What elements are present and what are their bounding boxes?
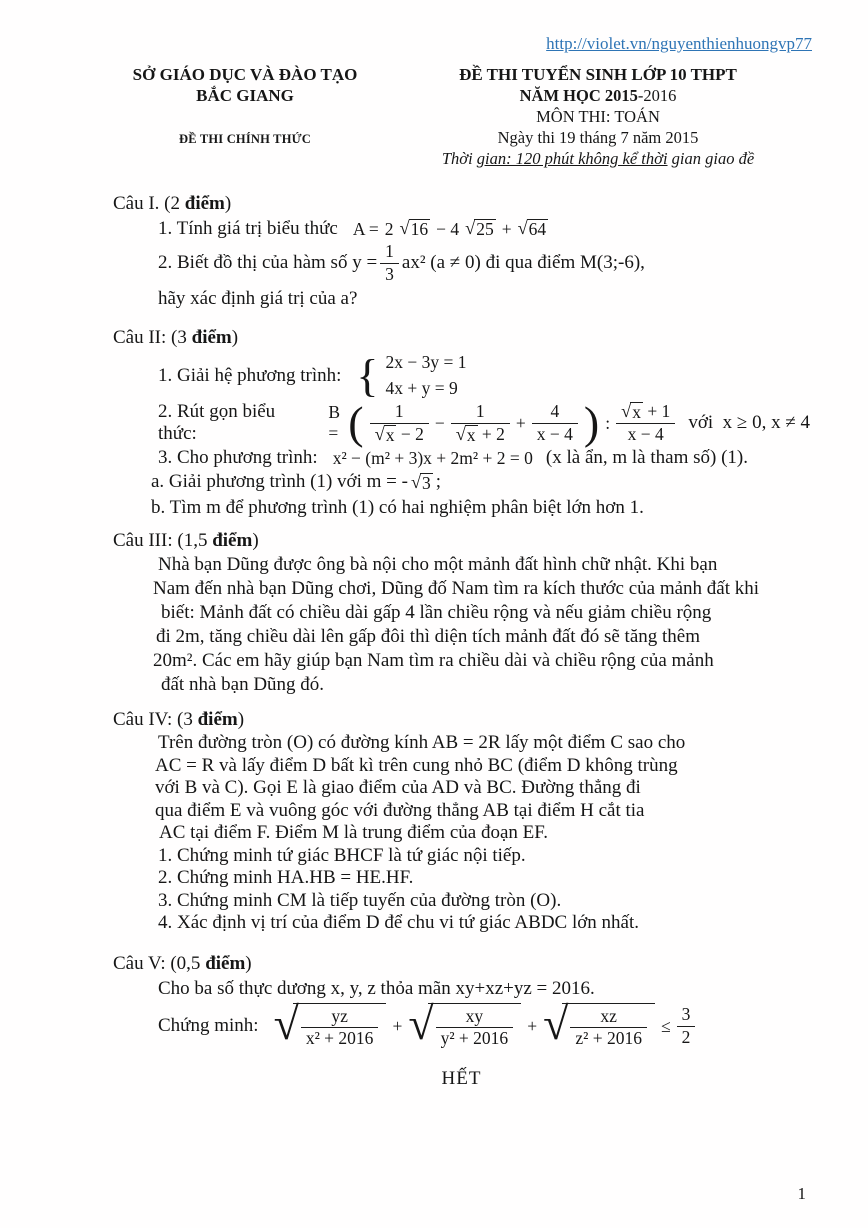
paragraph-line: AC = R và lấy điểm D bất kì trên cung nhỏ BC (điểm D không trùng [155, 754, 678, 776]
fraction-numerator: 1 [370, 402, 429, 424]
exam-body [0, 191, 868, 1090]
division-colon: : [605, 412, 611, 433]
fraction-1 [370, 402, 429, 444]
school-year-line [424, 85, 772, 106]
sqrt-16 [400, 219, 431, 238]
plus-sign: + [392, 1015, 403, 1036]
cau1-item2 [113, 242, 810, 284]
radical-sign: √ [399, 218, 410, 239]
numbered-item: 1. Chứng minh tứ giác BHCF là tứ giác nội tiếp. [158, 844, 526, 866]
denominator-rest: + 2 [477, 423, 505, 444]
radicand [428, 1003, 522, 1050]
cau5-inequality [113, 998, 810, 1050]
cau4-points: điểm [197, 709, 238, 731]
cau2-item1 [113, 349, 810, 401]
cau5-label-prove: Chứng minh: [158, 1015, 259, 1037]
page-number: 1 [797, 1184, 806, 1203]
fraction-denominator [451, 424, 510, 445]
cau3-points: điểm [212, 530, 253, 552]
sqrt-x [456, 425, 478, 444]
paragraph-line: với B và C). Gọi E là giao điểm của AD và BC. Đường thẳng đi [155, 777, 641, 799]
issuer-block [112, 64, 378, 169]
formula-A [350, 219, 551, 240]
numbered-item: 2. Chứng minh HA.HB = HE.HF. [158, 867, 414, 889]
system-eq2: 4x + y = 9 [385, 378, 458, 399]
school-year-bold: NĂM HỌC 2015 [519, 86, 638, 105]
radicand: 3 [422, 472, 431, 493]
formula-A-coef1: 2 [384, 218, 394, 239]
paragraph-line: biết: Mảnh đất có chiều dài gấp 4 lần chiều rộng và nếu giảm chiều rộng [161, 602, 712, 624]
sqrt [411, 473, 433, 492]
fraction-three-halves [677, 1005, 696, 1047]
cau3-label: Câu III: (1,5 [113, 530, 213, 552]
fraction-numerator: xy [436, 1007, 514, 1029]
system-brace: { [356, 349, 379, 401]
paragraph-line: Nhà bạn Dũng được ông bà nội cho một mảnh đất hình chữ nhật. Khi bạn [158, 554, 718, 576]
fraction [301, 1007, 379, 1049]
exam-info-block [424, 64, 772, 169]
cau2-item2-label: 2. Rút gọn biểu thức: [158, 401, 276, 445]
school-year-rest: -2016 [637, 86, 677, 105]
fraction-2 [451, 402, 510, 444]
section-title-cau5 [113, 951, 810, 976]
fraction [380, 242, 399, 284]
paragraph-line: 20m². Các em hãy giúp bạn Nam tìm ra chiều dài và chiều rộng của mảnh [153, 650, 714, 672]
radicand [293, 1003, 387, 1050]
sqrt-x [375, 425, 397, 444]
cau1-item2-pre: 2. Biết đồ thị của hàm số y = [158, 252, 378, 274]
province-name: BẮC GIANG [196, 86, 294, 105]
radical-sign: √ [408, 998, 434, 1050]
cau2-label: Câu II: (3 [113, 327, 192, 349]
cau2-item2 [113, 397, 810, 449]
duration-post: gian giao đề [667, 149, 755, 168]
radicand [562, 1003, 655, 1050]
department-name: SỞ GIÁO DỤC VÀ ĐÀO TẠO [132, 65, 358, 84]
fraction-denominator: 2 [681, 1026, 691, 1047]
fraction-3 [532, 402, 578, 444]
formula-B-condition: với x ≥ 0, x ≠ 4 [688, 412, 810, 434]
radicand: 16 [410, 219, 429, 240]
link-row [0, 0, 868, 54]
cau2-item3a-pre: a. Giải phương trình (1) với m = - [151, 471, 408, 493]
formula-A-op1: − 4 [436, 218, 460, 239]
radical-sign: √ [374, 423, 385, 444]
quadratic-equation-text: x² − (m² + 3)x + 2m² + 2 = 0 [332, 447, 533, 468]
paragraph-line: đất nhà bạn Dũng đó. [161, 674, 325, 696]
end-marker: HẾT [441, 1067, 482, 1089]
radicand: 64 [528, 219, 547, 240]
cau5-close: ) [245, 952, 252, 974]
cau5-label: Câu V: (0,5 [113, 952, 206, 974]
duration-underlined: gian: 120 phút không kể thời [476, 149, 668, 168]
fraction [570, 1007, 647, 1049]
radical-sign: √ [465, 218, 476, 239]
radicand: 25 [476, 219, 494, 240]
big-sqrt-2 [408, 998, 521, 1050]
paragraph-line: AC tại điểm F. Điểm M là trung điểm của đoạn EF. [159, 822, 549, 844]
fraction [436, 1007, 514, 1049]
inequality-formula [271, 998, 699, 1050]
cau5-intro: Cho ba số thực dương x, y, z thỏa mãn xy+xz+yz = 2016. [158, 977, 595, 999]
duration-pre: Thời [441, 149, 477, 168]
denominator-rest: − 2 [396, 423, 424, 444]
cau1-points: điểm [184, 193, 225, 214]
section-cau3 [113, 528, 810, 697]
section-title-cau4 [113, 707, 810, 732]
cau2-item3a-post: ; [435, 471, 442, 493]
radical-sign: √ [517, 218, 528, 239]
cau2-points: điểm [191, 327, 232, 349]
cau2-item3 [113, 447, 810, 469]
radicand: x [632, 402, 641, 423]
radical-sign: √ [273, 998, 299, 1050]
cau1-item1-label: 1. Tính giá trị biểu thức [158, 218, 338, 239]
paragraph-line: Nam đến nhà bạn Dũng chơi, Dũng đố Nam tìm ra kích thước của mảnh đất khi [153, 578, 760, 600]
exam-title: ĐỀ THI TUYỂN SINH LỚP 10 THPT [459, 65, 737, 84]
fraction-denominator: y² + 2016 [440, 1028, 509, 1049]
cau2-item3b: b. Tìm m để phương trình (1) có hai nghiệm phân biệt lớn hơn 1. [151, 497, 644, 519]
formula-B: B = ( 1 √ x − 2 − 1 √ x + 2 + $\frac{4}{x - 4}$ ) : √ x + 1 x − 4 [325, 402, 678, 444]
source-link[interactable]: http://violet.vn/nguyenthienhuongvp77 [546, 34, 812, 53]
cau4-label: Câu IV: (3 [113, 709, 198, 731]
paragraph-line: đi 2m, tăng chiều dài lên gấp đôi thì diện tích mảnh đất đó sẽ tăng thêm [156, 626, 701, 648]
radical-sign: √ [621, 401, 632, 422]
formula-B-op2: + [515, 412, 526, 433]
big-sqrt-3 [543, 998, 655, 1050]
equation-system [353, 349, 469, 401]
paragraph-line: qua điểm E và vuông góc với đường thẳng AB tại điểm H cắt tia [155, 799, 645, 821]
fraction-numerator: yz [301, 1007, 379, 1029]
fraction-denominator: x² + 2016 [305, 1028, 374, 1049]
fraction-denominator: x − 4 [627, 423, 664, 444]
radicand: x [385, 424, 395, 445]
cau2-item1-label: 1. Giải hệ phương trình: [158, 364, 342, 386]
numbered-item: 3. Chứng minh CM là tiếp tuyến của đường tròn (O). [158, 889, 562, 911]
cau2-item3-label: 3. Cho phương trình: [158, 447, 318, 469]
formula-B-lhs: B = [328, 402, 341, 444]
cau2-item3-tail: (x là ẩn, m là tham số) (1). [545, 447, 748, 469]
cau1-item1 [113, 218, 810, 240]
fraction-numerator: 1 [380, 242, 399, 264]
cau2-item3a [113, 471, 810, 493]
cau2-close: ) [231, 327, 239, 349]
sqrt-x [621, 402, 643, 421]
cau1-item2-continuation: hãy xác định giá trị của a? [158, 288, 358, 310]
official-exam-label: ĐỀ THI CHÍNH THỨC [178, 132, 311, 146]
sqrt-64 [518, 219, 549, 238]
formula-A-lhs: A = [352, 218, 379, 239]
fraction-denominator: x − 4 [536, 423, 573, 444]
cau1-close: ) [224, 193, 232, 214]
system-equations [386, 352, 467, 399]
fraction-numerator [616, 402, 675, 424]
fraction-4 [616, 402, 675, 444]
cau1-label: Câu I. (2 [113, 193, 185, 214]
numerator-rest: + 1 [642, 401, 671, 422]
fraction-numerator: xz [570, 1007, 647, 1029]
system-eq1: 2x − 3y = 1 [385, 352, 467, 373]
cau5-points: điểm [205, 952, 246, 974]
section-cau4 [113, 707, 810, 935]
cau1-item2-post: ax² (a ≠ 0) đi qua điểm M(3;-6), [401, 252, 645, 274]
formula-B-op1: − [434, 412, 445, 433]
exam-date-line: Ngày thi 19 tháng 7 năm 2015 [497, 128, 699, 147]
fraction-denominator: 3 [385, 263, 394, 284]
paragraph-line: Trên đường tròn (O) có đường kính AB = 2R lấy một điểm C sao cho [158, 732, 686, 754]
quadratic-equation [330, 448, 536, 469]
radical-sign: √ [410, 471, 422, 492]
radical-sign: √ [455, 423, 466, 444]
fraction-denominator [370, 424, 429, 445]
cau3-close: ) [252, 530, 259, 552]
duration-line [424, 148, 772, 169]
fraction-numerator: 4 [532, 402, 578, 424]
formula-A-op2: + [501, 218, 512, 239]
plus-sign: + [527, 1015, 538, 1036]
fraction-numerator: 3 [677, 1005, 696, 1027]
leq-sign: ≤ [660, 1015, 671, 1036]
document-header [0, 64, 868, 169]
radicand: x [466, 424, 476, 445]
cau4-close: ) [237, 709, 245, 731]
sqrt-25 [465, 219, 496, 238]
big-sqrt-1 [273, 998, 387, 1050]
numbered-item: 4. Xác định vị trí của điểm D để chu vi tứ giác ABDC lớn nhất. [158, 912, 640, 934]
fraction-numerator: 1 [451, 402, 510, 424]
section-title-cau3 [113, 528, 810, 553]
fraction-denominator: z² + 2016 [575, 1028, 642, 1049]
section-title-cau2 [113, 325, 810, 350]
fraction-one-third [377, 242, 402, 284]
sqrt-3 [408, 473, 436, 492]
radical-sign: √ [543, 998, 569, 1050]
section-title-cau1 [113, 191, 810, 216]
subject-line: MÔN THI: TOÁN [536, 107, 660, 126]
